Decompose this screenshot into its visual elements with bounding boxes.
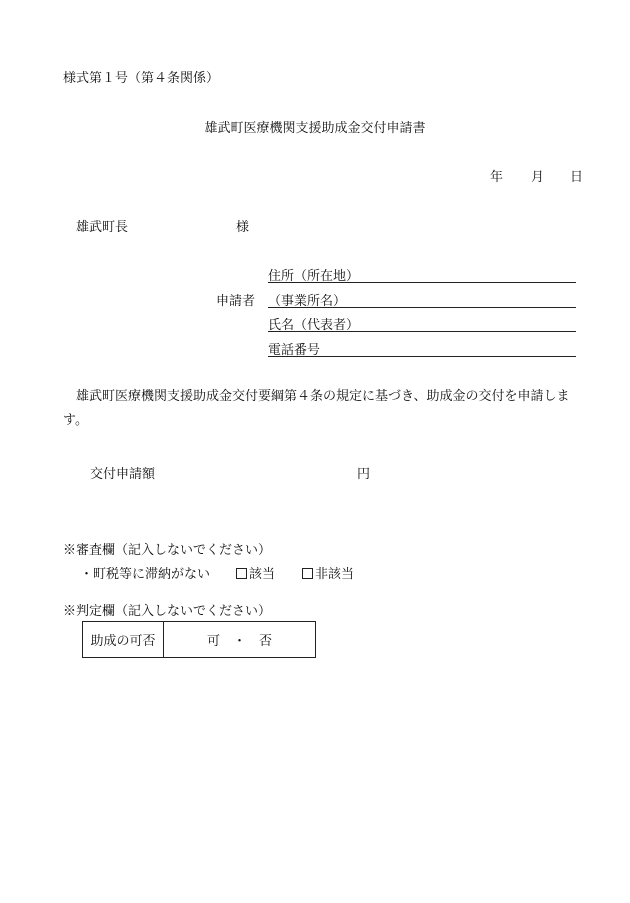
judgment-value: 可 ・ 否 — [206, 634, 272, 649]
review-option-applicable — [236, 563, 275, 582]
judgment-table — [82, 621, 316, 658]
date-day-label: 日 — [570, 170, 584, 185]
review-item-tax: ・町税等に滞納がない — [80, 567, 211, 582]
checkbox-icon — [302, 568, 313, 579]
judgment-heading: ※判定欄（記入しないでください） — [63, 604, 272, 619]
document-title: 雄武町医療機関支援助成金交付申請書 — [204, 121, 426, 136]
applicant-office-field: （事業所名） — [268, 290, 576, 308]
checkbox-icon — [236, 568, 247, 579]
applicant-phone-field: 電話番号 — [268, 339, 576, 357]
addressee-name: 雄武町長 — [76, 220, 129, 235]
review-option-applicable-label: 該当 — [249, 567, 276, 582]
judgment-label: 助成の可否 — [83, 622, 164, 657]
date-month-label: 月 — [531, 170, 545, 185]
date-year-label: 年 — [490, 170, 504, 185]
applicant-representative-field: 氏名（代表者） — [268, 314, 576, 332]
amount-label: 交付申請額 — [90, 467, 156, 482]
form-number: 様式第１号（第４条関係） — [63, 71, 220, 86]
review-option-not-applicable — [302, 563, 354, 582]
addressee-honorific: 様 — [236, 220, 250, 235]
application-statement: 雄武町医療機関支援助成金交付要綱第４条の規定に基づき、助成金の交付を申請します。 — [63, 389, 570, 428]
review-heading: ※審査欄（記入しないでください） — [63, 543, 272, 558]
applicant-address-field: 住所（所在地） — [268, 265, 576, 283]
amount-unit: 円 — [357, 467, 371, 482]
applicant-label: 申請者 — [216, 294, 256, 309]
review-option-not-applicable-label: 非該当 — [315, 567, 355, 582]
